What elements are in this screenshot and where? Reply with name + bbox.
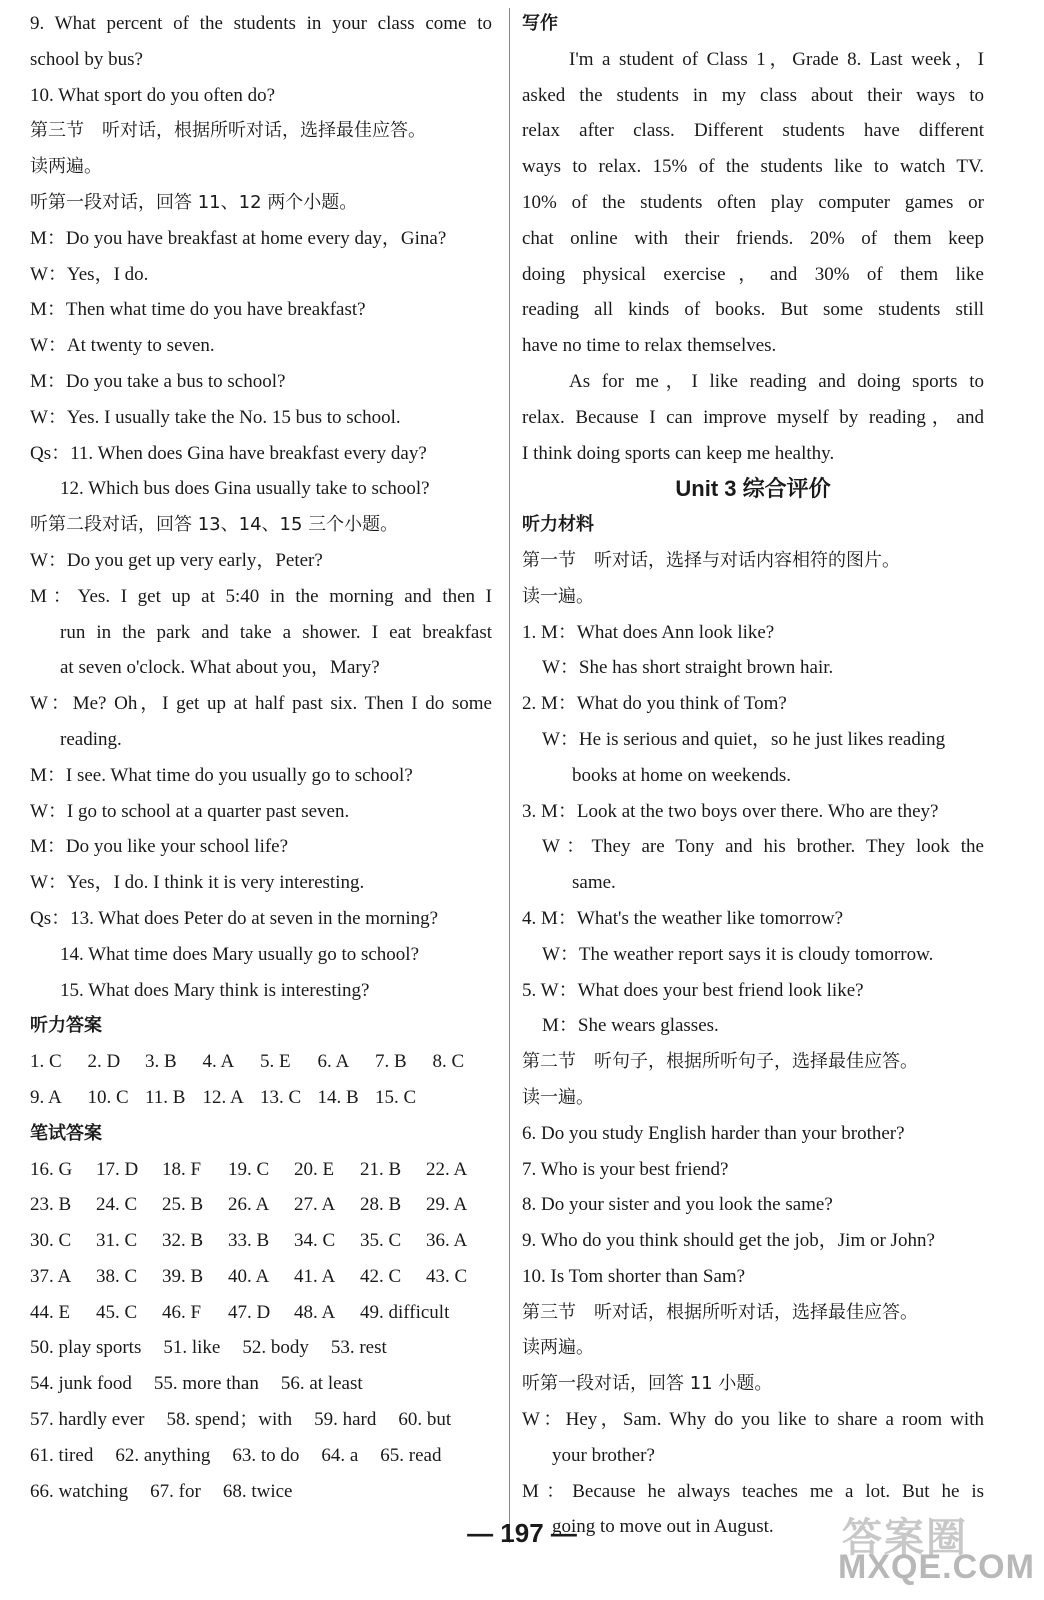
written-answers-heading: 笔试答案 [30, 1122, 102, 1144]
text-line: W：Do you get up very early，Peter? [30, 549, 323, 571]
answer-item: 27. A [294, 1194, 336, 1216]
answer-item: 45. C [96, 1301, 138, 1323]
answer-row [30, 1366, 492, 1402]
text-line: run in the park and take a shower. I eat breakfast [60, 621, 492, 643]
answer-item: 34. C [294, 1230, 336, 1252]
answer-row [30, 1330, 492, 1366]
answer-row [30, 1259, 492, 1295]
text-line: W：The weather report says it is cloudy tomorrow. [542, 943, 934, 965]
written-answers [30, 1152, 492, 1510]
answer-item: 55. more than [153, 1373, 259, 1395]
text-line: 第三节 听对话，根据所听对话，选择最佳应答。 [30, 120, 426, 142]
text-line: W：He is serious and quiet，so he just likes reading [542, 728, 946, 750]
answer-item: 56. at least [280, 1373, 363, 1395]
answer-item: 38. C [96, 1265, 138, 1287]
answer-item: 7. B [375, 1051, 407, 1073]
text-line: 读一遍。 [522, 585, 594, 607]
watermark-logo: 答案圈 [842, 1515, 968, 1561]
text-line: W：Yes. I usually take the No. 15 bus to school. [30, 406, 401, 428]
answer-item: 14. B [317, 1086, 359, 1108]
text-line: school by bus? [30, 48, 143, 70]
text-line: at seven o'clock. What about you，Mary? [60, 657, 380, 679]
answer-item: 51. like [163, 1337, 221, 1359]
text-line: 9. Who do you think should get the job，Jim or John? [522, 1230, 935, 1252]
answer-item: 5. E [260, 1051, 291, 1073]
essay-line: asked the students in my class about their ways to [522, 84, 984, 106]
answer-item: 37. A [30, 1265, 72, 1287]
text-line: 10. Is Tom shorter than Sam? [522, 1265, 746, 1287]
answer-item: 62. anything [115, 1444, 211, 1466]
text-line: W：I go to school at a quarter past seven. [30, 800, 350, 822]
essay-line: 10% of the students often play computer games or [522, 191, 984, 213]
answer-item: 33. B [228, 1230, 270, 1252]
answer-item: 46. F [162, 1301, 202, 1323]
listening-material-heading: 听力材料 [522, 514, 594, 536]
text-line: M：Do you like your school life? [30, 836, 289, 858]
text-line: going to move out in August. [552, 1516, 774, 1538]
text-line: 听第一段对话，回答 11、12 两个小题。 [30, 191, 358, 213]
answer-item: 36. A [426, 1230, 468, 1252]
answer-item: 43. C [426, 1265, 468, 1287]
answer-item: 3. B [145, 1051, 177, 1073]
answer-item: 29. A [426, 1194, 468, 1216]
answer-item: 16. G [30, 1158, 73, 1180]
answer-item: 53. rest [330, 1337, 387, 1359]
left-text-block [30, 6, 492, 1008]
column-divider [509, 8, 510, 1543]
answer-item: 28. B [360, 1194, 402, 1216]
answer-item: 18. F [162, 1158, 202, 1180]
answer-item: 9. A [30, 1086, 62, 1108]
answer-item: 30. C [30, 1230, 72, 1252]
listening-answers-heading: 听力答案 [30, 1015, 102, 1037]
essay-line: I'm a student of Class 1，Grade 8. Last week，I [569, 48, 984, 70]
essay-line: chat online with their friends. 20% of them keep [522, 227, 984, 249]
text-line: M：She wears glasses. [542, 1015, 719, 1037]
answer-item: 63. to do [232, 1444, 300, 1466]
essay-line: doing physical exercise，and 30% of them like [522, 263, 984, 285]
answer-item: 60. but [398, 1409, 452, 1431]
text-line: 听第一段对话，回答 11 小题。 [522, 1373, 773, 1395]
text-line: 第一节 听对话，选择与对话内容相符的图片。 [522, 549, 900, 571]
answer-row [30, 1223, 492, 1259]
text-line: Qs：13. What does Peter do at seven in the morning? [30, 907, 439, 929]
text-line: 读一遍。 [522, 1086, 594, 1108]
answer-item: 31. C [96, 1230, 138, 1252]
answer-row [30, 1295, 492, 1331]
answer-row [30, 1438, 492, 1474]
text-line: 读两遍。 [522, 1337, 594, 1359]
answer-item: 48. A [294, 1301, 336, 1323]
right-column [522, 6, 984, 1545]
left-column [30, 6, 492, 1509]
text-line: W：Me? Oh，I get up at half past six. Then I do some [30, 693, 492, 715]
answer-item: 40. A [228, 1265, 270, 1287]
answer-item: 47. D [228, 1301, 271, 1323]
answer-item: 1. C [30, 1051, 62, 1073]
answer-item: 61. tired [30, 1444, 94, 1466]
text-line: 第二节 听句子，根据所听句子，选择最佳应答。 [522, 1051, 918, 1073]
unit-title: Unit 3 综合评价 [675, 476, 831, 502]
answer-item: 15. C [375, 1086, 417, 1108]
text-line: Qs：11. When does Gina have breakfast every day? [30, 442, 427, 464]
answer-item: 52. body [242, 1337, 309, 1359]
text-line: 第三节 听对话，根据所听对话，选择最佳应答。 [522, 1301, 918, 1323]
answer-item: 26. A [228, 1194, 270, 1216]
answer-item: 17. D [96, 1158, 139, 1180]
text-line: 4. M：What's the weather like tomorrow? [522, 907, 844, 929]
text-line: 14. What time does Mary usually go to school? [60, 943, 420, 965]
answer-item: 66. watching [30, 1480, 129, 1502]
answer-row [30, 1187, 492, 1223]
answer-item: 11. B [145, 1086, 186, 1108]
page-number: — 197 — [467, 1518, 577, 1548]
answer-item: 54. junk food [30, 1373, 132, 1395]
answer-item: 24. C [96, 1194, 138, 1216]
answer-item: 64. a [321, 1444, 359, 1466]
answer-item: 8. C [432, 1051, 465, 1073]
answer-item: 13. C [260, 1086, 302, 1108]
answer-item: 12. A [202, 1086, 244, 1108]
text-line: 2. M：What do you think of Tom? [522, 693, 787, 715]
text-line: W：Yes，I do. [30, 263, 149, 285]
answer-row [30, 1044, 492, 1080]
text-line: 15. What does Mary think is interesting? [60, 979, 370, 1001]
essay-line: relax. Because I can improve myself by reading，and [522, 406, 984, 428]
listening-material [522, 543, 984, 1545]
essay-line: As for me，I like reading and doing sports to [569, 370, 984, 392]
text-line: W：Hey，Sam. Why do you like to share a room with [522, 1409, 984, 1431]
answer-row [30, 1080, 492, 1116]
answer-item: 25. B [162, 1194, 204, 1216]
text-line: W：Yes，I do. I think it is very interesting. [30, 872, 365, 894]
answer-item: 39. B [162, 1265, 204, 1287]
text-line: M：I see. What time do you usually go to school? [30, 764, 413, 786]
text-line: M：Do you take a bus to school? [30, 370, 286, 392]
text-line: 9. What percent of the students in your class come to [30, 13, 492, 34]
listening-answers [30, 1044, 492, 1116]
essay-line: relax after class. Different students have different [522, 120, 984, 142]
answer-item: 35. C [360, 1230, 402, 1252]
text-line: 5. W：What does your best friend look like? [522, 979, 864, 1001]
answer-item: 50. play sports [30, 1337, 142, 1359]
writing-essay [522, 42, 984, 472]
text-line: your brother? [552, 1444, 655, 1466]
answer-item: 32. B [162, 1230, 204, 1252]
answer-row [30, 1474, 492, 1510]
answer-item: 58. spend；with [166, 1409, 293, 1431]
text-line: 读两遍。 [30, 156, 102, 178]
text-line: books at home on weekends. [572, 764, 791, 786]
text-line: W：They are Tony and his brother. They look the [542, 836, 984, 858]
answer-item: 57. hardly ever [30, 1409, 145, 1431]
answer-item: 41. A [294, 1265, 336, 1287]
answer-item: 2. D [87, 1051, 121, 1073]
answer-item: 59. hard [314, 1409, 377, 1431]
text-line: 12. Which bus does Gina usually take to school? [60, 478, 430, 500]
text-line: W：At twenty to seven. [30, 335, 215, 357]
answer-item: 67. for [150, 1480, 201, 1502]
text-line: reading. [60, 728, 122, 750]
text-line: 8. Do your sister and you look the same? [522, 1194, 833, 1216]
text-line: M：Yes. I get up at 5:40 in the morning and then I [30, 585, 492, 607]
answer-item: 4. A [202, 1051, 235, 1073]
answer-item: 10. C [87, 1086, 129, 1108]
text-line: 3. M：Look at the two boys over there. Who are they? [522, 800, 939, 822]
answer-item: 20. E [294, 1158, 335, 1180]
text-line: M：Then what time do you have breakfast? [30, 299, 366, 321]
text-line: 6. Do you study English harder than your brother? [522, 1122, 905, 1144]
answer-item: 22. A [426, 1158, 468, 1180]
essay-line: reading all kinds of books. But some students still [522, 299, 984, 321]
text-line: 听第二段对话，回答 13、14、15 三个小题。 [30, 514, 399, 536]
answer-item: 68. twice [222, 1480, 293, 1502]
text-line: same. [572, 872, 616, 894]
answer-item: 23. B [30, 1194, 72, 1216]
answer-item: 44. E [30, 1301, 71, 1323]
answer-row [30, 1402, 492, 1438]
answer-item: 19. C [228, 1158, 270, 1180]
answer-item: 21. B [360, 1158, 402, 1180]
essay-line: have no time to relax themselves. [522, 335, 777, 357]
answer-item: 6. A [317, 1051, 350, 1073]
text-line: M：Because he always teaches me a lot. But he is [522, 1480, 984, 1502]
writing-heading: 写作 [522, 13, 558, 34]
text-line: M：Do you have breakfast at home every day，Gina? [30, 227, 447, 249]
watermark-url: MXQE.COM [838, 1548, 1035, 1586]
text-line: 10. What sport do you often do? [30, 84, 276, 106]
answer-item: 49. difficult [360, 1301, 450, 1323]
answer-item: 65. read [380, 1444, 442, 1466]
answer-item: 42. C [360, 1265, 402, 1287]
essay-line: ways to relax. 15% of the students like to watch TV. [522, 156, 984, 178]
text-line: W：She has short straight brown hair. [542, 657, 834, 679]
answer-row [30, 1152, 492, 1188]
text-line: 1. M：What does Ann look like? [522, 621, 775, 643]
essay-line: I think doing sports can keep me healthy. [522, 442, 835, 464]
text-line: 7. Who is your best friend? [522, 1158, 729, 1180]
